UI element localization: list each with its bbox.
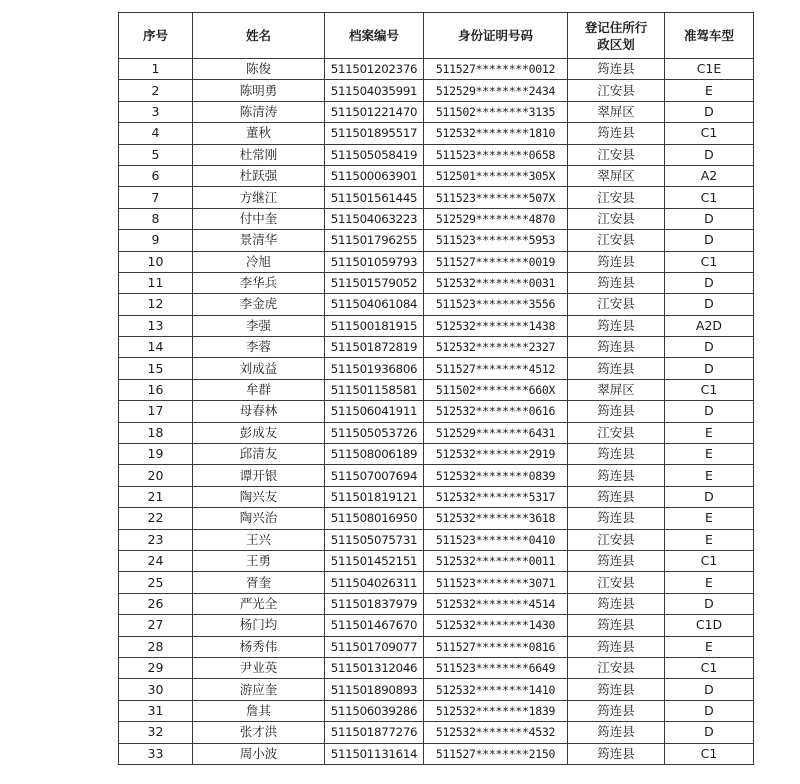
table-row (119, 379, 754, 400)
table-row (119, 508, 754, 529)
cell-region: 江安县 (568, 572, 665, 593)
table-row (119, 123, 754, 144)
cell-seq: 2 (119, 80, 193, 101)
cell-id-no: 511523********5953 (424, 230, 568, 251)
cell-id-no: 512532********1839 (424, 700, 568, 721)
header-region-line1: 登记住所行 (584, 19, 648, 35)
cell-region: 筠连县 (568, 251, 665, 272)
cell-license: C1 (665, 743, 754, 764)
driver-license-table-sheet (118, 12, 754, 765)
cell-region: 江安县 (568, 657, 665, 678)
cell-seq: 20 (119, 465, 193, 486)
cell-license: E (665, 422, 754, 443)
cell-file-no: 511500181915 (325, 315, 424, 336)
cell-id-no: 512532********1430 (424, 615, 568, 636)
cell-file-no: 511501837979 (325, 593, 424, 614)
table-row (119, 722, 754, 743)
cell-seq: 27 (119, 615, 193, 636)
cell-id-no: 511527********0012 (424, 59, 568, 80)
cell-region: 筠连县 (568, 59, 665, 80)
cell-file-no: 511504063223 (325, 208, 424, 229)
cell-seq: 15 (119, 358, 193, 379)
cell-seq: 1 (119, 59, 193, 80)
cell-name: 王兴 (193, 529, 325, 550)
cell-file-no: 511501158581 (325, 379, 424, 400)
cell-seq: 33 (119, 743, 193, 764)
cell-id-no: 511527********0816 (424, 636, 568, 657)
cell-region: 筠连县 (568, 486, 665, 507)
cell-seq: 26 (119, 593, 193, 614)
cell-seq: 18 (119, 422, 193, 443)
cell-name: 杨秀伟 (193, 636, 325, 657)
cell-name: 杨门均 (193, 615, 325, 636)
cell-name: 胥奎 (193, 572, 325, 593)
table-row (119, 337, 754, 358)
cell-license: D (665, 144, 754, 165)
cell-id-no: 512532********1410 (424, 679, 568, 700)
cell-name: 付中奎 (193, 208, 325, 229)
driver-license-table (118, 12, 754, 765)
header-region (568, 13, 665, 59)
cell-region: 江安县 (568, 80, 665, 101)
cell-seq: 9 (119, 230, 193, 251)
cell-region: 筠连县 (568, 550, 665, 571)
table-row (119, 59, 754, 80)
cell-license: E (665, 636, 754, 657)
table-row (119, 208, 754, 229)
table-row (119, 444, 754, 465)
cell-file-no: 511501890893 (325, 679, 424, 700)
cell-id-no: 512532********2919 (424, 444, 568, 465)
cell-region: 筠连县 (568, 315, 665, 336)
header-row (119, 13, 754, 59)
cell-name: 王勇 (193, 550, 325, 571)
table-row (119, 272, 754, 293)
cell-region: 翠屏区 (568, 165, 665, 186)
cell-region: 筠连县 (568, 700, 665, 721)
cell-file-no: 511501561445 (325, 187, 424, 208)
cell-seq: 24 (119, 550, 193, 571)
cell-file-no: 511501467670 (325, 615, 424, 636)
cell-license: E (665, 465, 754, 486)
cell-license: D (665, 486, 754, 507)
cell-name: 张才洪 (193, 722, 325, 743)
cell-license: A2 (665, 165, 754, 186)
cell-seq: 10 (119, 251, 193, 272)
cell-license: C1 (665, 657, 754, 678)
cell-file-no: 511501936806 (325, 358, 424, 379)
table-row (119, 529, 754, 550)
cell-region: 筠连县 (568, 444, 665, 465)
table-row (119, 657, 754, 678)
cell-seq: 25 (119, 572, 193, 593)
cell-id-no: 512532********0011 (424, 550, 568, 571)
cell-region: 筠连县 (568, 593, 665, 614)
cell-file-no: 511508006189 (325, 444, 424, 465)
cell-file-no: 511507007694 (325, 465, 424, 486)
table-header (119, 13, 754, 59)
cell-license: C1 (665, 123, 754, 144)
cell-region: 筠连县 (568, 615, 665, 636)
cell-license: E (665, 80, 754, 101)
cell-id-no: 511502********660X (424, 379, 568, 400)
table-row (119, 422, 754, 443)
cell-name: 彭成友 (193, 422, 325, 443)
cell-seq: 30 (119, 679, 193, 700)
table-row (119, 465, 754, 486)
cell-region: 筠连县 (568, 508, 665, 529)
cell-id-no: 511523********507X (424, 187, 568, 208)
cell-license: D (665, 337, 754, 358)
cell-license: D (665, 272, 754, 293)
table-row (119, 486, 754, 507)
cell-id-no: 512532********0616 (424, 401, 568, 422)
cell-id-no: 512532********3618 (424, 508, 568, 529)
cell-id-no: 511523********0658 (424, 144, 568, 165)
cell-name: 邱清友 (193, 444, 325, 465)
cell-id-no: 512532********0839 (424, 465, 568, 486)
cell-name: 李强 (193, 315, 325, 336)
cell-name: 游应奎 (193, 679, 325, 700)
header-file-no: 档案编号 (325, 13, 424, 59)
cell-license: C1D (665, 615, 754, 636)
cell-name: 尹业英 (193, 657, 325, 678)
cell-seq: 29 (119, 657, 193, 678)
table-row (119, 700, 754, 721)
cell-name: 景清华 (193, 230, 325, 251)
table-row (119, 679, 754, 700)
cell-license: D (665, 700, 754, 721)
cell-file-no: 511504061084 (325, 294, 424, 315)
cell-license: D (665, 679, 754, 700)
cell-file-no: 511501579052 (325, 272, 424, 293)
cell-license: C1 (665, 379, 754, 400)
header-license: 准驾车型 (665, 13, 754, 59)
cell-seq: 22 (119, 508, 193, 529)
cell-file-no: 511501709077 (325, 636, 424, 657)
cell-region: 江安县 (568, 144, 665, 165)
cell-file-no: 511501221470 (325, 101, 424, 122)
table-row (119, 636, 754, 657)
cell-region: 筠连县 (568, 358, 665, 379)
cell-file-no: 511501131614 (325, 743, 424, 764)
cell-license: C1 (665, 550, 754, 571)
cell-region: 筠连县 (568, 465, 665, 486)
table-row (119, 315, 754, 336)
cell-file-no: 511500063901 (325, 165, 424, 186)
cell-name: 陶兴友 (193, 486, 325, 507)
cell-file-no: 511506041911 (325, 401, 424, 422)
cell-seq: 12 (119, 294, 193, 315)
table-row (119, 550, 754, 571)
cell-name: 李华兵 (193, 272, 325, 293)
cell-license: D (665, 101, 754, 122)
cell-file-no: 511505075731 (325, 529, 424, 550)
cell-file-no: 511501312046 (325, 657, 424, 678)
cell-id-no: 511527********2150 (424, 743, 568, 764)
cell-seq: 17 (119, 401, 193, 422)
cell-license: C1 (665, 251, 754, 272)
cell-region: 翠屏区 (568, 379, 665, 400)
table-body (119, 59, 754, 765)
cell-id-no: 512532********4532 (424, 722, 568, 743)
cell-file-no: 511501895517 (325, 123, 424, 144)
cell-name: 陈俊 (193, 59, 325, 80)
cell-id-no: 512532********5317 (424, 486, 568, 507)
cell-region: 江安县 (568, 208, 665, 229)
cell-region: 筠连县 (568, 722, 665, 743)
cell-id-no: 511523********3556 (424, 294, 568, 315)
cell-id-no: 512532********4514 (424, 593, 568, 614)
table-row (119, 743, 754, 764)
table-row (119, 615, 754, 636)
table-row (119, 187, 754, 208)
header-region-line2: 政区划 (597, 36, 635, 52)
cell-name: 母春林 (193, 401, 325, 422)
cell-id-no: 512532********1438 (424, 315, 568, 336)
cell-seq: 31 (119, 700, 193, 721)
cell-region: 江安县 (568, 422, 665, 443)
cell-file-no: 511506039286 (325, 700, 424, 721)
cell-seq: 21 (119, 486, 193, 507)
cell-name: 詹其 (193, 700, 325, 721)
cell-seq: 6 (119, 165, 193, 186)
cell-license: E (665, 572, 754, 593)
cell-name: 陶兴治 (193, 508, 325, 529)
cell-id-no: 511502********3135 (424, 101, 568, 122)
cell-file-no: 511505058419 (325, 144, 424, 165)
cell-id-no: 512529********4870 (424, 208, 568, 229)
cell-file-no: 511505053726 (325, 422, 424, 443)
cell-license: C1E (665, 59, 754, 80)
table-row (119, 401, 754, 422)
cell-region: 筠连县 (568, 401, 665, 422)
cell-file-no: 511501202376 (325, 59, 424, 80)
cell-name: 董秋 (193, 123, 325, 144)
cell-seq: 19 (119, 444, 193, 465)
cell-license: D (665, 358, 754, 379)
cell-name: 杜常刚 (193, 144, 325, 165)
cell-seq: 23 (119, 529, 193, 550)
cell-name: 方继江 (193, 187, 325, 208)
cell-name: 陈清涛 (193, 101, 325, 122)
cell-file-no: 511508016950 (325, 508, 424, 529)
cell-file-no: 511501452151 (325, 550, 424, 571)
cell-id-no: 511527********0019 (424, 251, 568, 272)
cell-license: D (665, 593, 754, 614)
cell-file-no: 511501059793 (325, 251, 424, 272)
cell-seq: 32 (119, 722, 193, 743)
cell-seq: 3 (119, 101, 193, 122)
cell-license: D (665, 294, 754, 315)
cell-id-no: 512529********6431 (424, 422, 568, 443)
cell-name: 李金虎 (193, 294, 325, 315)
table-row (119, 251, 754, 272)
cell-file-no: 511504026311 (325, 572, 424, 593)
cell-license: A2D (665, 315, 754, 336)
cell-seq: 14 (119, 337, 193, 358)
cell-license: D (665, 208, 754, 229)
cell-name: 陈明勇 (193, 80, 325, 101)
cell-region: 筠连县 (568, 337, 665, 358)
table-row (119, 593, 754, 614)
cell-seq: 4 (119, 123, 193, 144)
cell-file-no: 511504035991 (325, 80, 424, 101)
table-row (119, 358, 754, 379)
cell-id-no: 511523********6649 (424, 657, 568, 678)
header-seq: 序号 (119, 13, 193, 59)
table-row (119, 294, 754, 315)
cell-seq: 5 (119, 144, 193, 165)
table-row (119, 80, 754, 101)
cell-seq: 7 (119, 187, 193, 208)
cell-seq: 13 (119, 315, 193, 336)
cell-seq: 8 (119, 208, 193, 229)
cell-file-no: 511501819121 (325, 486, 424, 507)
cell-seq: 28 (119, 636, 193, 657)
table-row (119, 101, 754, 122)
cell-name: 杜跃强 (193, 165, 325, 186)
cell-name: 刘成益 (193, 358, 325, 379)
cell-region: 筠连县 (568, 636, 665, 657)
cell-name: 李蓉 (193, 337, 325, 358)
cell-region: 筠连县 (568, 123, 665, 144)
cell-seq: 11 (119, 272, 193, 293)
cell-region: 江安县 (568, 529, 665, 550)
table-row (119, 165, 754, 186)
cell-region: 江安县 (568, 187, 665, 208)
cell-id-no: 511523********0410 (424, 529, 568, 550)
cell-id-no: 511527********4512 (424, 358, 568, 379)
cell-license: E (665, 444, 754, 465)
cell-file-no: 511501796255 (325, 230, 424, 251)
cell-id-no: 512532********0031 (424, 272, 568, 293)
table-row (119, 144, 754, 165)
cell-file-no: 511501877276 (325, 722, 424, 743)
cell-file-no: 511501872819 (325, 337, 424, 358)
cell-id-no: 512532********1810 (424, 123, 568, 144)
cell-region: 翠屏区 (568, 101, 665, 122)
cell-region: 筠连县 (568, 743, 665, 764)
header-name: 姓名 (193, 13, 325, 59)
cell-id-no: 512532********2327 (424, 337, 568, 358)
table-row (119, 230, 754, 251)
cell-license: E (665, 508, 754, 529)
cell-region: 筠连县 (568, 272, 665, 293)
cell-id-no: 511523********3071 (424, 572, 568, 593)
cell-region: 江安县 (568, 294, 665, 315)
cell-license: D (665, 722, 754, 743)
cell-name: 周小波 (193, 743, 325, 764)
header-id-no: 身份证明号码 (424, 13, 568, 59)
table-row (119, 572, 754, 593)
cell-name: 严光全 (193, 593, 325, 614)
cell-name: 谭开银 (193, 465, 325, 486)
cell-license: D (665, 401, 754, 422)
cell-id-no: 512529********2434 (424, 80, 568, 101)
cell-name: 牟群 (193, 379, 325, 400)
cell-license: E (665, 529, 754, 550)
cell-region: 江安县 (568, 230, 665, 251)
cell-id-no: 512501********305X (424, 165, 568, 186)
cell-license: C1 (665, 187, 754, 208)
cell-name: 冷旭 (193, 251, 325, 272)
cell-license: D (665, 230, 754, 251)
cell-seq: 16 (119, 379, 193, 400)
cell-region: 筠连县 (568, 679, 665, 700)
